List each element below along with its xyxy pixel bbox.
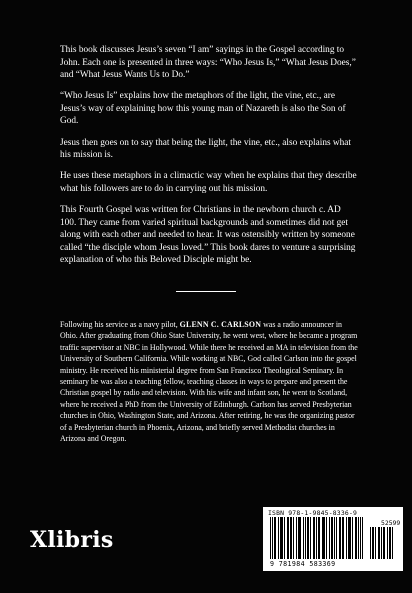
barcode-bar xyxy=(270,517,271,559)
blurb-paragraph: This Fourth Gospel was written for Christians in the newborn church c. AD 100. They came from varied spiritual backgrounds and sometimes did not get along with each other and needed to hear. It was ostensibly written by someone called “the disciple whom Jesus loved.” This book dares to venture a surprising explanation of who this Beloved Disciple might be. xyxy=(60,204,356,266)
barcode-bar xyxy=(281,517,282,559)
price-bar xyxy=(370,527,371,559)
barcode-bar xyxy=(299,517,300,559)
barcode-bar xyxy=(308,517,309,559)
barcode-bar xyxy=(358,517,359,559)
barcode-bar xyxy=(339,517,340,559)
price-bar xyxy=(387,527,388,559)
barcode-bar xyxy=(362,517,363,559)
price-bar xyxy=(381,527,382,559)
barcode-bar xyxy=(340,517,341,559)
barcode-bar xyxy=(323,517,324,559)
barcode-bar xyxy=(352,517,353,559)
barcode-bar xyxy=(291,517,292,559)
barcode-bar xyxy=(300,517,301,559)
price-bar xyxy=(384,527,385,559)
barcode-bar xyxy=(355,517,356,559)
bio-intro: Following his service as a navy pilot, xyxy=(60,320,180,329)
barcode-bar xyxy=(293,517,294,559)
bio-text: was a radio announcer in Ohio. After graduating from Ohio State University, he went west, where he became a program traffic supervisor at NBC in Hollywood. While there he received an MA in television from the University of Southern California. While working at NBC, God called Carlson into the gospel ministry. He received his ministerial degree from San Francisco Theological Seminary. In seminary he was also a teaching fellow, teaching classes in ways to prepare and present the Christian gospel by radio and television. With his wife and infant son, he went to Scotland, where he received a PhD from the University of Edinburgh. Carlson has served Presbyterian churches in Ohio, Washington State, and Arizona. After retiring, he was the organizing pastor of a Presbyterian church in Phoenix, Arizona, and briefly served Methodist churches in Arizona and Oregon. xyxy=(60,320,358,444)
barcode-bar xyxy=(310,517,311,559)
price-bar xyxy=(378,527,379,559)
barcode-bar xyxy=(284,517,285,559)
blurb-paragraph: This book discusses Jesus’s seven “I am” sayings in the Gospel according to John. Each one is presented in three ways: “Who Jesus Is,” “What Jesus Does,” and “What Jesus Wants Us to Do.” xyxy=(60,45,356,81)
publisher-logo: Xlibris xyxy=(30,527,114,553)
barcode-bar xyxy=(280,517,281,559)
barcode-bar xyxy=(282,517,283,559)
barcode-bar xyxy=(348,517,349,559)
barcode-bar xyxy=(298,517,299,559)
divider xyxy=(176,291,236,292)
barcode-bar xyxy=(319,517,320,559)
isbn-text: ISBN 978-1-9845-8336-9 xyxy=(268,509,358,517)
price-bar xyxy=(379,527,380,559)
barcode-bar xyxy=(287,517,288,559)
barcode-bar xyxy=(316,517,317,559)
barcode-bar xyxy=(332,517,333,559)
barcode-bar xyxy=(275,517,276,559)
barcode-bar xyxy=(274,517,275,559)
barcode-bars xyxy=(268,517,401,559)
barcode-bar xyxy=(296,517,297,559)
barcode-bar xyxy=(314,517,315,559)
blurb-paragraph: He uses these metaphors in a climactic way when he explains that they describe what his followers are to do in carrying out his mission. xyxy=(60,171,357,194)
barcode-bar xyxy=(318,517,319,559)
price-bar xyxy=(389,527,390,559)
barcode-bar xyxy=(349,517,350,559)
barcode-bar xyxy=(307,517,308,559)
author-bio xyxy=(60,319,360,444)
blurb-paragraph: Jesus then goes on to say that being the light, the vine, etc., also explains what his mission is. xyxy=(60,137,351,161)
barcode-bar xyxy=(356,517,357,559)
barcode-bar xyxy=(336,517,337,559)
ean-number: 9 781984 583369 xyxy=(270,560,336,568)
barcode-bar xyxy=(343,517,344,559)
barcode-bar xyxy=(346,517,347,559)
barcode-bar xyxy=(313,517,314,559)
barcode-bar xyxy=(342,517,343,559)
barcode-bar xyxy=(329,517,330,559)
price-bar xyxy=(372,527,373,559)
price-bar xyxy=(390,527,391,559)
barcode-bar xyxy=(360,517,361,559)
barcode-bar xyxy=(278,517,279,559)
barcode-bar xyxy=(272,517,273,559)
price-bar xyxy=(383,527,384,559)
price-bar xyxy=(373,527,374,559)
blurb-paragraph: “Who Jesus Is” explains how the metaphors of the light, the vine, etc., are Jesus’s way of explaining how this young man of Nazareth is also the Son of God. xyxy=(60,91,346,127)
price-bar xyxy=(392,527,393,559)
author-name: GLENN C. CARLSON xyxy=(179,320,262,329)
barcode-bar xyxy=(350,517,351,559)
barcode-bar xyxy=(324,517,325,559)
barcode-bar xyxy=(334,517,335,559)
barcode-bar xyxy=(322,517,323,559)
barcode-bar xyxy=(305,517,306,559)
barcode-bar xyxy=(290,517,291,559)
price-code-text: 52599 xyxy=(381,519,401,527)
barcode-bar xyxy=(288,517,289,559)
book-description xyxy=(60,44,358,275)
barcode-bar xyxy=(326,517,327,559)
barcode-bar xyxy=(303,517,304,559)
price-bar xyxy=(375,527,376,559)
barcode-bar xyxy=(331,517,332,559)
